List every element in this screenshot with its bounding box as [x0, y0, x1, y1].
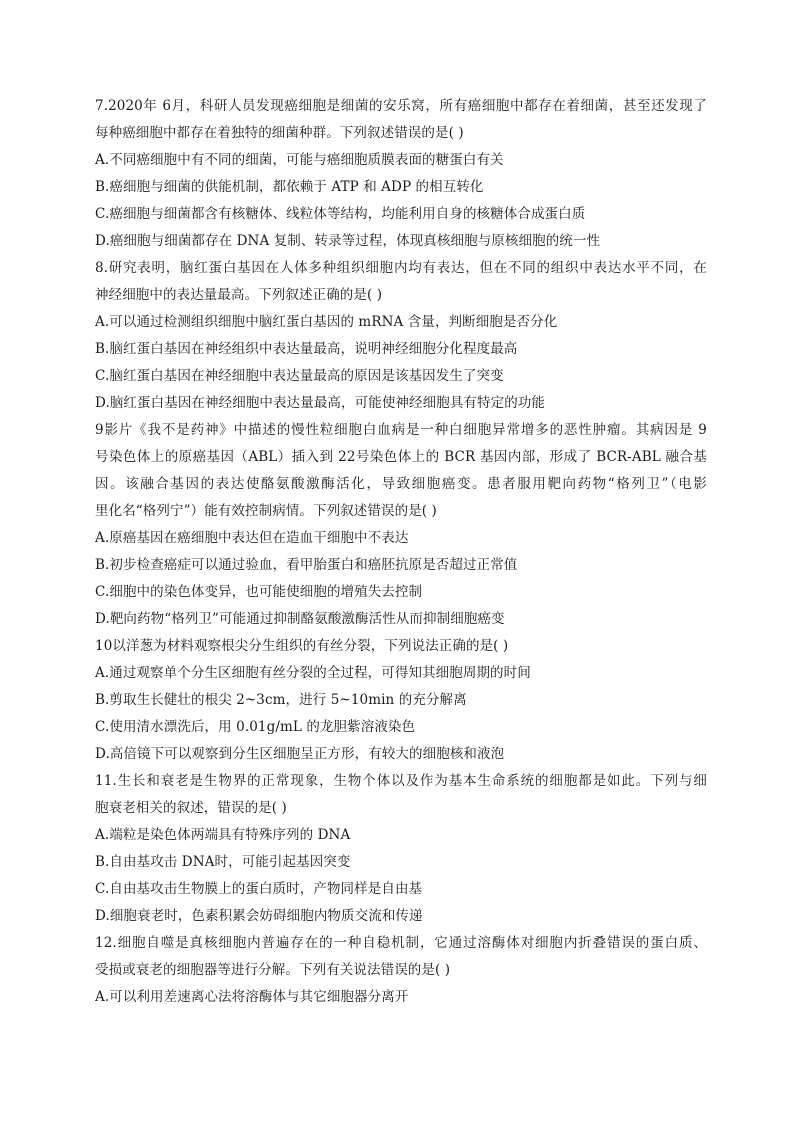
- question-stem-line: 每种癌细胞中都存在着独特的细菌种群。下列叙述错误的是( ): [95, 125, 464, 141]
- option-a: A.可以利用差速离心法将溶酶体与其它细胞器分离开: [95, 989, 409, 1005]
- option-a: A.端粒是染色体两端具有特殊序列的 DNA: [95, 827, 351, 843]
- question-stem-line: 11.生长和衰老是生物界的正常现象，生物个体以及作为基本生命系统的细胞都是如此。下列与细: [95, 773, 707, 789]
- option-a: A.可以通过检测组织细胞中脑红蛋白基因的 mRNA 含量，判断细胞是否分化: [95, 314, 558, 330]
- option-b: B.癌细胞与细菌的供能机制，都依赖于 ATP 和 ADP 的相互转化: [95, 179, 484, 195]
- question-11: [95, 768, 707, 930]
- question-8: [95, 255, 707, 417]
- question-stem-line: 因。该融合基因的表达使酪氨酸激酶活化，导致细胞癌变。患者服用靶向药物“格列卫”（电影: [95, 476, 707, 492]
- question-9: [95, 417, 707, 633]
- option-c: C.癌细胞与细菌都含有核糖体、线粒体等结构，均能利用自身的核糖体合成蛋白质: [95, 206, 586, 222]
- option-b: B.自由基攻击 DNA时，可能引起基因突变: [95, 854, 351, 870]
- question-stem-line: 7.2020年 6月，科研人员发现癌细胞是细菌的安乐窝，所有癌细胞中都存在着细菌，甚至还发现了: [95, 98, 707, 114]
- question-list: [95, 93, 707, 1011]
- option-d: D.靶向药物“格列卫”可能通过抑制酪氨酸激酶活性从而抑制细胞癌变: [95, 611, 505, 627]
- question-stem-line: 里化名“格列宁”）能有效控制病情。下列叙述错误的是( ): [95, 503, 437, 519]
- question-stem-line: 神经细胞中的表达量最高。下列叙述正确的是( ): [95, 287, 383, 303]
- question-stem-line: 10以洋葱为材料观察根尖分生组织的有丝分裂，下列说法正确的是( ): [95, 638, 509, 654]
- question-stem-line: 胞衰老相关的叙述，错误的是( ): [95, 800, 287, 816]
- option-c: C.脑红蛋白基因在神经细胞中表达量最高的原因是该基因发生了突变: [95, 368, 504, 384]
- option-a: A.原癌基因在癌细胞中表达但在造血干细胞中不表达: [95, 530, 409, 546]
- question-10: [95, 633, 707, 768]
- option-b: B.初步检查癌症可以通过验血，看甲胎蛋白和癌胚抗原是否超过正常值: [95, 557, 518, 573]
- question-stem-line: 12.细胞自噬是真核细胞内普遍存在的一种自稳机制，它通过溶酶体对细胞内折叠错误的蛋白质、: [95, 935, 707, 951]
- option-d: D.癌细胞与细菌都存在 DNA 复制、转录等过程，体现真核细胞与原核细胞的统一性: [95, 233, 601, 249]
- option-b: B.剪取生长健壮的根尖 2~3cm，进行 5~10min 的充分解离: [95, 692, 467, 708]
- option-c: C.自由基攻击生物膜上的蛋白质时，产物同样是自由基: [95, 881, 423, 897]
- option-a: A.通过观察单个分生区细胞有丝分裂的全过程，可得知其细胞周期的时间: [95, 665, 531, 681]
- option-c: C.使用清水漂洗后，用 0.01g/mL 的龙胆紫溶液染色: [95, 719, 416, 735]
- option-d: D.脑红蛋白基因在神经细胞中表达量最高，可能使神经细胞具有特定的功能: [95, 395, 546, 411]
- question-7: [95, 93, 707, 255]
- option-a: A.不同癌细胞中有不同的细菌，可能与癌细胞质膜表面的糖蛋白有关: [95, 152, 504, 168]
- option-c: C.细胞中的染色体变异，也可能使细胞的增殖失去控制: [95, 584, 423, 600]
- question-stem-line: 受损或衰老的细胞器等进行分解。下列有关说法错误的是( ): [95, 962, 451, 978]
- question-12: [95, 930, 707, 1011]
- option-b: B.脑红蛋白基因在神经组织中表达量最高，说明神经细胞分化程度最高: [95, 341, 518, 357]
- question-stem-line: 号染色体上的原癌基因（ABL）插入到 22号染色体上的 BCR 基因内部，形成了 BCR-ABL 融合基: [95, 449, 707, 465]
- question-stem-line: 8.研究表明，脑红蛋白基因在人体多种组织细胞内均有表达，但在不同的组织中表达水平不同，在: [95, 260, 707, 276]
- option-d: D.细胞衰老时，色素积累会妨碍细胞内物质交流和传递: [95, 908, 423, 924]
- question-stem-line: 9影片《我不是药神》中描述的慢性粒细胞白血病是一种白细胞异常增多的恶性肿瘤。其病因是 9: [95, 422, 707, 438]
- option-d: D.高倍镜下可以观察到分生区细胞呈正方形，有较大的细胞核和液泡: [95, 746, 505, 762]
